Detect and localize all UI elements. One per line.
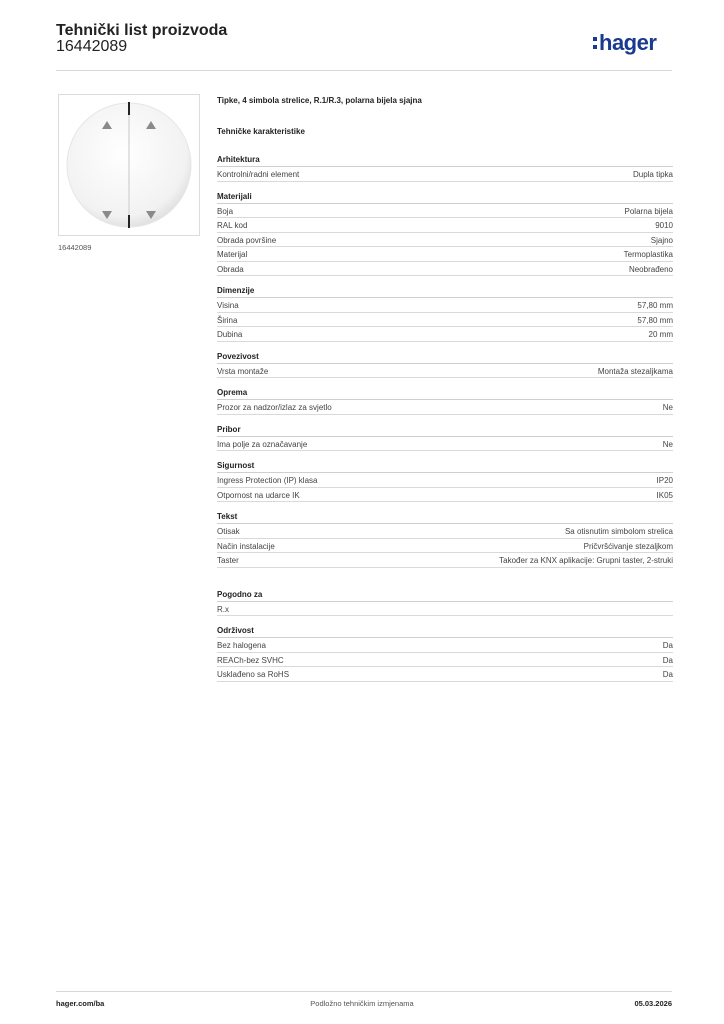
spec-heading: Tehničke karakteristike	[217, 127, 305, 136]
spec-value: Da	[662, 641, 673, 650]
hager-logo	[592, 28, 674, 58]
spec-label: Usklađeno sa RoHS	[217, 670, 290, 679]
double-push-button-icon	[59, 95, 199, 235]
spec-group-title: Održivost	[217, 625, 673, 638]
spec-group	[217, 387, 673, 415]
spec-label: Otpornost na udarce IK	[217, 490, 300, 500]
spec-value: 57,80 mm	[637, 301, 673, 310]
spec-row	[217, 653, 673, 668]
spec-value: Montaža stezaljkama	[597, 366, 673, 376]
spec-group-title: Arhitektura	[217, 154, 673, 167]
spec-value: Sjajno	[650, 235, 673, 245]
spec-label: R.x	[217, 604, 229, 614]
product-image	[58, 94, 200, 236]
spec-label: RAL kod	[217, 221, 248, 230]
spec-label: Obrada	[217, 264, 244, 274]
product-description: Tipke, 4 simbola strelice, R.1/R.3, polarna bijela sjajna	[217, 96, 422, 105]
spec-group	[217, 285, 673, 342]
spec-row	[217, 524, 673, 539]
spec-row	[217, 400, 673, 415]
spec-row	[217, 437, 673, 452]
spec-row	[217, 313, 673, 328]
footer-divider	[56, 991, 672, 992]
spec-group	[217, 589, 673, 617]
spec-label: Prozor za nadzor/izlaz za svjetlo	[217, 403, 332, 412]
spec-group-title: Tekst	[217, 511, 673, 524]
spec-group	[217, 424, 673, 452]
spec-group	[217, 511, 673, 568]
spec-row	[217, 638, 673, 653]
svg-text:hager: hager	[599, 30, 657, 55]
spec-row	[217, 204, 673, 219]
spec-value: IK05	[656, 490, 673, 500]
spec-label: Otisak	[217, 527, 240, 536]
spec-value: 20 mm	[648, 330, 673, 339]
spec-group-title: Pribor	[217, 424, 673, 437]
spec-row	[217, 167, 673, 182]
header-divider	[56, 70, 672, 71]
spec-group-title: Materijali	[217, 191, 673, 204]
spec-label: Dubina	[217, 330, 243, 339]
spec-value: Pričvršćivanje stezaljkom	[583, 541, 673, 551]
spec-label: Način instalacije	[217, 541, 275, 551]
spec-row	[217, 553, 673, 568]
spec-value: Sa otisnutim simbolom strelica	[564, 527, 673, 536]
spec-row	[217, 218, 673, 233]
spec-value: IP20	[656, 476, 673, 485]
spec-value: 9010	[655, 221, 673, 230]
spec-group-title: Povezivost	[217, 351, 673, 364]
spec-label: Ima polje za označavanje	[217, 439, 308, 449]
spec-value: 57,80 mm	[637, 315, 673, 325]
footer-website: hager.com/ba	[56, 999, 105, 1008]
page-title: Tehnički list proizvoda	[56, 22, 228, 39]
spec-value: Također za KNX aplikacije: Grupni taster, 2-struki	[499, 556, 673, 565]
spec-row	[217, 539, 673, 554]
spec-group-title: Pogodno za	[217, 589, 673, 602]
spec-label: Bez halogena	[217, 641, 266, 650]
image-caption: 16442089	[58, 243, 92, 252]
product-number: 16442089	[56, 38, 128, 55]
spec-content	[217, 96, 673, 682]
spec-label: REACh-bez SVHC	[217, 655, 284, 665]
spec-row	[217, 488, 673, 503]
spec-value: Dupla tipka	[632, 170, 673, 179]
spec-row	[217, 247, 673, 262]
spec-group-title: Dimenzije	[217, 285, 673, 298]
spec-value: Polarna bijela	[624, 206, 673, 216]
spec-group-title: Oprema	[217, 387, 673, 400]
spec-value: Neobrađeno	[628, 264, 673, 274]
spec-label: Širina	[217, 315, 238, 325]
spec-label: Obrada površine	[217, 235, 277, 245]
spec-label: Vrsta montaže	[217, 366, 269, 376]
spec-row	[217, 327, 673, 342]
spec-group	[217, 191, 673, 277]
spec-value: Termoplastika	[623, 250, 673, 259]
spec-row	[217, 602, 673, 617]
footer-notice: Podložno tehničkim izmjenama	[310, 999, 414, 1008]
spec-value: Ne	[662, 439, 673, 449]
spec-group-title: Sigurnost	[217, 460, 673, 473]
spec-label: Ingress Protection (IP) klasa	[217, 476, 318, 485]
spec-group	[217, 625, 673, 682]
spec-label: Boja	[217, 206, 234, 216]
spec-row	[217, 667, 673, 682]
spec-group	[217, 460, 673, 502]
spec-value: Ne	[662, 403, 673, 412]
spec-label: Kontrolni/radni element	[217, 170, 300, 179]
spec-row	[217, 233, 673, 248]
footer-date: 05.03.2026	[634, 999, 672, 1008]
spec-row	[217, 262, 673, 277]
spec-value: Da	[662, 670, 673, 679]
spec-value: Da	[662, 655, 673, 665]
spec-row	[217, 473, 673, 488]
spec-group	[217, 351, 673, 379]
spec-label: Visina	[217, 301, 239, 310]
spec-label: Taster	[217, 556, 239, 565]
spec-row	[217, 298, 673, 313]
spec-row	[217, 364, 673, 379]
spec-label: Materijal	[217, 250, 248, 259]
spec-group	[217, 154, 673, 182]
spec-groups	[217, 154, 673, 682]
